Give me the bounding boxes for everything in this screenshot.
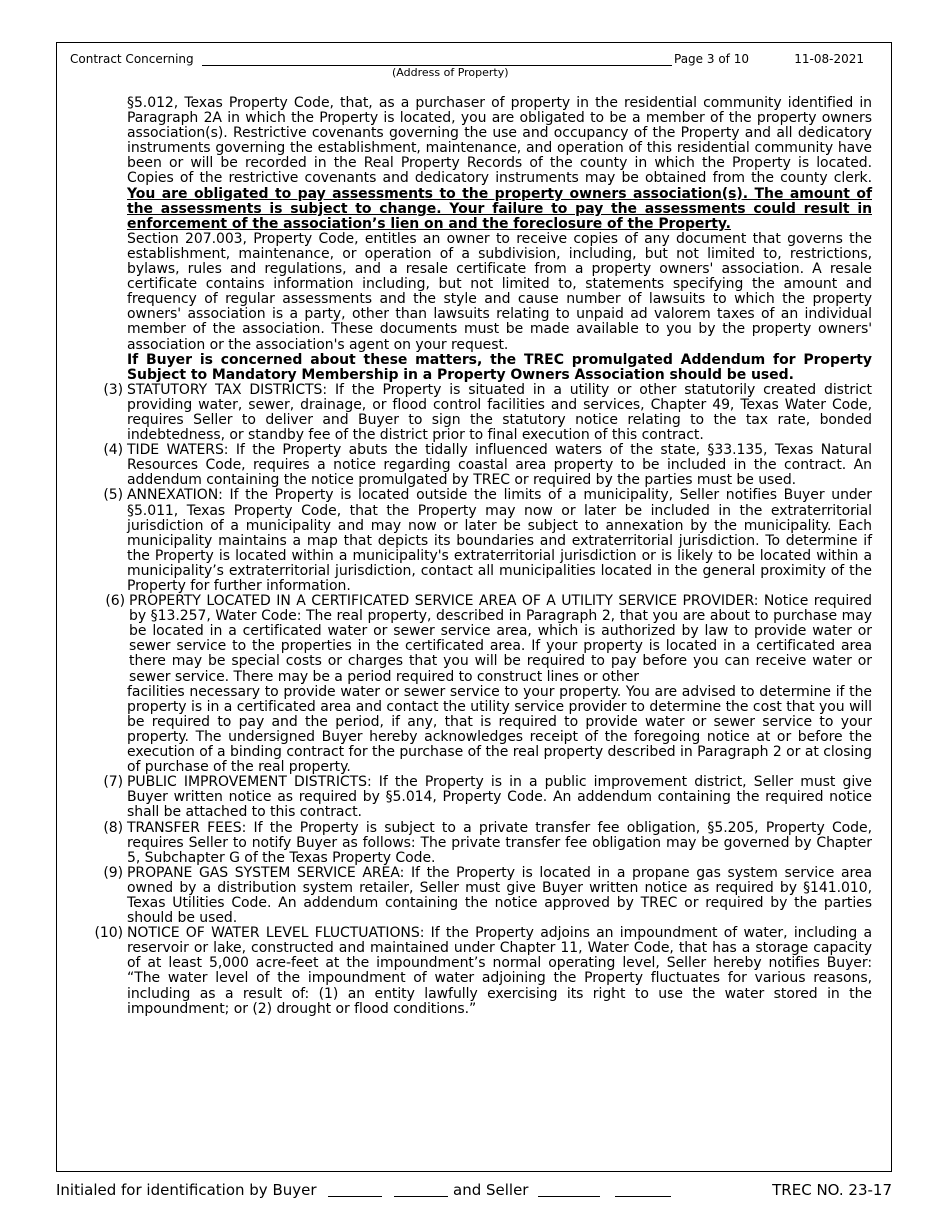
contract-concerning-label: Contract Concerning [70,52,194,66]
address-caption: (Address of Property) [392,66,509,79]
page-number: Page 3 of 10 [674,52,749,66]
item-text: STATUTORY TAX DISTRICTS: If the Property is situated in a utility or other statutorily created district providing water, sewer, drainage, or flood control facilities and services, Chapter 49, Texas Water Code, requires Seller to deliver and Buyer to sign the statutory notice relating to the tax rate, bonded indebtedness, or standby fee of the district prior to final execution of this contract. [127,381,872,444]
item-number: (7) [103,774,123,791]
list-item [86,866,872,926]
item-text: NOTICE OF WATER LEVEL FLUCTUATIONS: If the Property adjoins an impoundment of water, including a reservoir or lake, constructed and maintained under Chapter 11, Water Code, that has a storage capacity of at least 5,000 acre-feet at the impoundment’s normal operating level, Seller hereby notifies Buyer: “The water level of the impoundment of water adjoining the Property fluctuates for various reasons, including as a result of: (1) an entity lawfully exercising its right to use the water stored in the impoundment; or (2) drought or flood conditions.” [127,925,872,1017]
item-text: TIDE WATERS: If the Property abuts the tidally influenced waters of the state, §33.135, Texas Natural Resources Code, requires a notice regarding coastal area property to be included in the contract. An addendum containing the notice promulgated by TREC or required by the parties must be used. [127,442,872,489]
item-number: (10) [94,925,123,942]
list-item [86,594,872,685]
buyer-initial-field-1[interactable] [328,1196,382,1197]
item-number: (3) [103,381,123,398]
page-footer [56,1181,892,1203]
seller-initial-field-2[interactable] [615,1196,671,1197]
poa-notice [86,96,872,383]
poa-assessment-warning: You are obligated to pay assessments to the property owners association(s). The amount of the assessments is subject to change. Your failure to pay the assessments could result in enforcement of the association’s lien on and the foreclosure of the Property. [127,185,872,232]
list-item [86,488,872,594]
and-seller-label: and Seller [453,1181,529,1199]
list-item [86,926,872,1017]
item-text: PUBLIC IMPROVEMENT DISTRICTS: If the Property is in a public improvement district, Seller must give Buyer written notice as required by §5.014, Property Code. An addendum containing the required notice shall be attached to this contract. [127,774,872,821]
trec-form-number: TREC NO. 23-17 [772,1181,892,1199]
item-number: (6) [105,593,125,610]
item-number: (9) [103,864,123,881]
buyer-initial-field-2[interactable] [394,1196,448,1197]
document-body [86,96,872,1017]
item-text: ANNEXATION: If the Property is located outside the limits of a municipality, Seller notifies Buyer under §5.011, Texas Property Code, that the Property may now or later be included in the extraterritorial jurisdiction of a municipality and may now or later be subject to annexation by the municipality. Each municipality maintains a map that depicts its boundaries and extraterritorial jurisdiction. To determine if the Property is located within a municipality's extraterritorial jurisdiction or is likely to be located within a municipality’s extraterritorial jurisdiction, contact all municipalities located in the general proximity of the Property for further information. [127,487,872,594]
form-date: 11-08-2021 [794,52,864,66]
item-number: (4) [103,442,123,459]
item-number: (5) [103,487,123,504]
resale-certificate-paragraph: Section 207.003, Property Code, entitles an owner to receive copies of any document that governs the establishment, maintenance, or operation of a subdivision, including, but not limited to, restrictions, bylaws, rules and regulations, and a resale certificate from a property owners' association. A resale certificate contains information including, but not limited to, statements specifying the amount and frequency of regular assessments and the style and cause number of lawsuits to which the property owners' association is a party, other than lawsuits relating to unpaid ad valorem taxes of an individual member of the association. These documents must be made available to you by the property owners' association or the association's agent on your request. [127,230,872,353]
item-text: PROPERTY LOCATED IN A CERTIFICATED SERVICE AREA OF A UTILITY SERVICE PROVIDER: Notice required by §13.257, Water Code: The real property, described in Paragraph 2, that you are about to purchase may be located in a certificated water or sewer service area, which is authorized by law to provide water or sewer service to the properties in the certificated area. If your property is located in a certificated area there may be special costs or charges that you will be required to pay before you can receive water or sewer service. There may be a period required to construct lines or other [129,593,872,685]
poa-text: §5.012, Texas Property Code, that, as a purchaser of property in the residential community identified in Paragraph 2A in which the Property is located, you are obligated to be a member of the property owners association(s). Restrictive covenants governing the use and occupancy of the Property and all dedicatory instruments governing the establishment, maintenance, and operation of this residential community have been or will be recorded in the Real Property Records of the county in which the Property is located. Copies of the restrictive covenants and dedicatory instruments may be obtained from the county clerk. [127,95,872,187]
list-item [86,775,872,820]
item-number: (8) [103,819,123,836]
list-item [86,383,872,443]
list-item [86,821,872,866]
list-item [86,685,872,776]
item-text: PROPANE GAS SYSTEM SERVICE AREA: If the Property is located in a propane gas system service area owned by a distribution system retailer, Seller must give Buyer written notice as required by §141.010, Texas Utilities Code. An addendum containing the notice approved by TREC or required by the parties should be used. [127,864,872,927]
page-header [70,52,880,82]
seller-initial-field-1[interactable] [538,1196,600,1197]
list-item [86,443,872,488]
poa-addendum-notice: If Buyer is concerned about these matters, the TREC promulgated Addendum for Property Subject to Mandatory Membership in a Property Owners Association should be used. [127,351,872,383]
initialed-label: Initialed for identification by Buyer [56,1181,317,1199]
poa-paragraph [127,96,872,232]
item-text: TRANSFER FEES: If the Property is subject to a private transfer fee obligation, §5.205, Property Code, requires Seller to notify Buyer as follows: The private transfer fee obligation may be governed by Chapter 5, Subchapter G of the Texas Property Code. [127,819,872,866]
item-text-continued: facilities necessary to provide water or sewer service to your property. You are advised to determine if the property is in a certificated area and contact the utility service provider to determine the cost that you will be required to pay and the period, if any, that is required to provide water or sewer service to your property. The undersigned Buyer hereby acknowledges receipt of the foregoing notice at or before the execution of a binding contract for the purchase of the real property described in Paragraph 2 or at closing of purchase of the real property. [127,683,872,776]
